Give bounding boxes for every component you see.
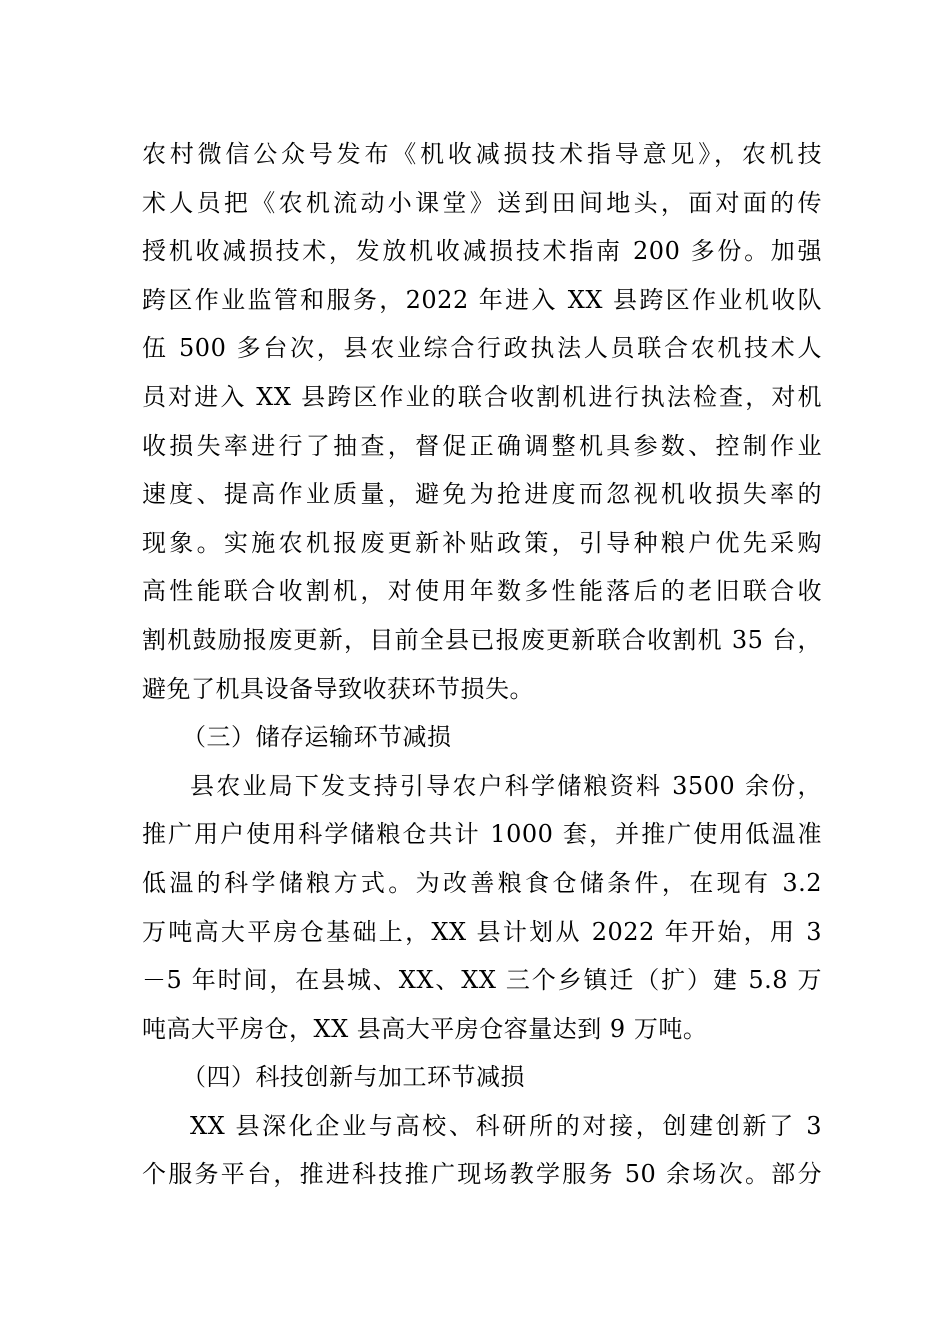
section-heading-storage: （三）储存运输环节减损	[182, 723, 452, 752]
text-line: 推广用户使用科学储粮仓共计 1000 套，并推广使用低温准	[142, 820, 822, 849]
text-line: 农村微信公众号发布《机收减损技术指导意见》，农机技	[142, 140, 822, 168]
text-line: 低温的科学储粮方式。为改善粮食仓储条件，在现有 3.2	[142, 868, 822, 897]
text-line: 现象。实施农机报废更新补贴政策，引导种粮户优先采购	[142, 528, 822, 557]
text-line: 授机收减损技术，发放机收减损技术指南 200 多份。加强	[142, 237, 822, 266]
document-body	[142, 130, 822, 1199]
text-line: －5 年时间，在县城、XX、XX 三个乡镇迁（扩）建 5.8 万	[142, 966, 822, 995]
text-line: 割机鼓励报废更新，目前全县已报废更新联合收割机 35 台，	[142, 625, 822, 654]
text-line: 个服务平台，推进科技推广现场教学服务 50 余场次。部分	[142, 1160, 822, 1189]
text-line: XX 县深化企业与高校、科研所的对接，创建创新了 3	[190, 1111, 822, 1140]
text-line: 伍 500 多台次，县农业综合行政执法人员联合农机技术人	[142, 334, 822, 363]
text-line: 术人员把《农机流动小课堂》送到田间地头，面对面的传	[142, 188, 822, 217]
text-line: 收损失率进行了抽查，督促正确调整机具参数、控制作业	[142, 431, 822, 460]
text-line: 万吨高大平房仓基础上，XX 县计划从 2022 年开始，用 3	[142, 917, 822, 946]
text-line: 吨高大平房仓，XX 县高大平房仓容量达到 9 万吨。	[142, 1014, 708, 1043]
text-line: 高性能联合收割机，对使用年数多性能落后的老旧联合收	[142, 577, 822, 606]
text-line: 县农业局下发支持引导农户科学储粮资料 3500 余份，	[190, 771, 822, 800]
section-heading-innovation: （四）科技创新与加工环节减损	[182, 1063, 525, 1092]
text-line: 员对进入 XX 县跨区作业的联合收割机进行执法检查，对机	[142, 382, 822, 411]
text-line: 避免了机具设备导致收获环节损失。	[142, 674, 534, 703]
paragraph-machine-harvest	[142, 130, 822, 713]
paragraph-storage	[142, 762, 822, 1054]
paragraph-innovation	[142, 1102, 822, 1199]
text-line: 跨区作业监管和服务，2022 年进入 XX 县跨区作业机收队	[142, 285, 822, 314]
text-line: 速度、提高作业质量，避免为抢进度而忽视机收损失率的	[142, 480, 822, 509]
